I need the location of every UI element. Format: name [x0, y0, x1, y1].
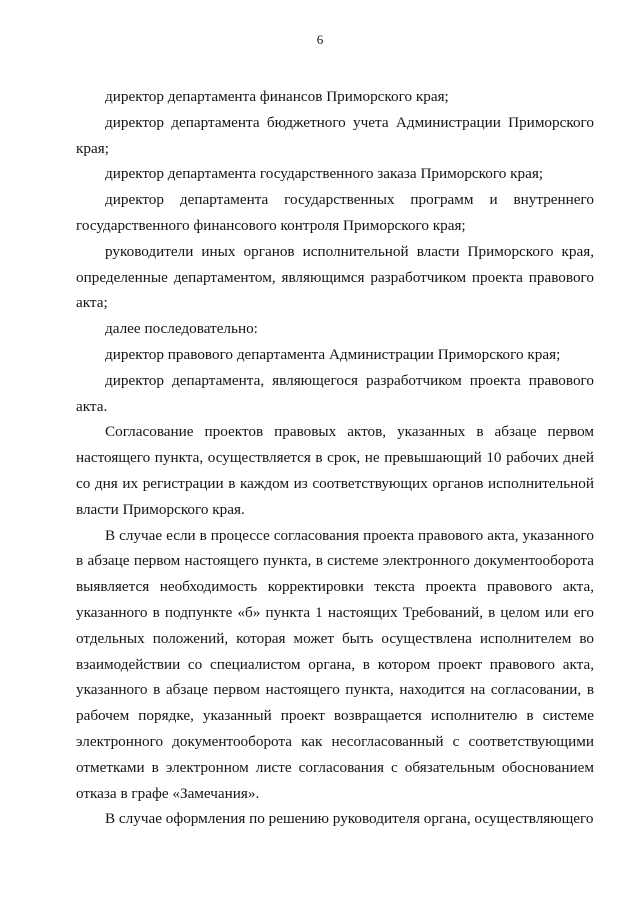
paragraph: В случае оформления по решению руководителя органа, осуществляющего [105, 810, 594, 828]
paragraph: директор департамента государственного заказа Приморского края; [105, 165, 544, 183]
paragraph: директор департамента бюджетного учета Администрации Приморского края; [76, 113, 594, 157]
paragraph: руководители иных органов исполнительной власти Приморского края, определенные департаментом, являющимся разработчиком проекта правового акта; [76, 242, 594, 312]
paragraph: директор департамента государственных программ и внутреннего государственного финансового контроля Приморского края; [76, 191, 594, 234]
paragraph: В случае если в процессе согласования проекта правового акта, указанного в абзаце первом настоящего пункта, в системе электронного документооборота выявляется необходимость корректировки текста проекта правового акта, указанного в подпункте «б» пункта 1 настоящих Требований, в целом или его отдельных положений, которая может быть осуществлена исполнителем во взаимодействии со специалистом органа, в котором проект правового акта, указанного в абзаце первом настоящего пункта, находится на согласовании, в рабочем порядке, указанный проект возвращается исполнителю в системе электронного документооборота как несогласованный с соответствующими отметками в электронном листе согласования с обязательным обоснованием отказа в графе «Замечания». [76, 526, 594, 802]
document-body [76, 84, 594, 832]
paragraph: директор департамента, являющегося разработчиком проекта правового акта. [76, 371, 594, 415]
paragraph: далее последовательно: [105, 320, 258, 338]
paragraph: директор правового департамента Администрации Приморского края; [105, 345, 561, 363]
paragraph: Согласование проектов правовых актов, указанных в абзаце первом настоящего пункта, осуществляется в срок, не превышающий 10 рабочих дней со дня их регистрации в каждом из соответствующих органов исполнительной власти Приморского края. [76, 423, 594, 518]
paragraph: директор департамента финансов Приморского края; [105, 88, 449, 105]
page-number: 6 [316, 32, 324, 47]
